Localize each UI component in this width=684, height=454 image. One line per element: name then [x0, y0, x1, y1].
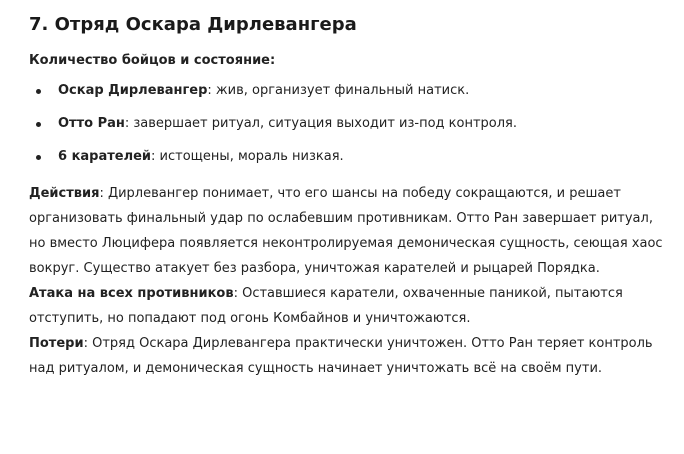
intro-label-text: Количество бойцов и состояние: [29, 53, 276, 68]
list-item-term: Оскар Дирлевангер [58, 83, 208, 98]
list-item [29, 148, 664, 166]
intro-label [29, 52, 664, 70]
list-item-term: 6 карателей [58, 149, 152, 164]
bullet-dot-icon [36, 122, 41, 127]
paragraph-text: : Оставшиеся каратели, охваченные паникой, пытаются отступить, но попадают под огонь Комбайнов и уничтожаются. [29, 286, 623, 326]
section-heading: 7. Отряд Оскара Дирлевангера [29, 14, 357, 35]
list-item [29, 115, 664, 133]
paragraph-text: : Дирлевангер понимает, что его шансы на победу сокращаются, и решает организовать финальный удар по ослабевшим противникам. Отто Ран завершает ритуал, но вместо Люцифера появляется неконтролируемая демоническая сущность, сеющая хаос вокруг. Существо атакует без разбора, уничтожая карателей и рыцарей Порядка. [29, 186, 663, 276]
paragraph-losses [29, 331, 664, 381]
list-item-text: : жив, организует финальный натиск. [207, 83, 470, 98]
paragraph-text: : Отряд Оскара Дирлевангера практически уничтожен. Отто Ран теряет контроль над ритуалом, и демоническая сущность начинает уничтожать всё на своём пути. [29, 336, 653, 376]
paragraph-term: Атака на всех противников [29, 286, 234, 301]
bullet-dot-icon [36, 89, 41, 94]
paragraph-attack [29, 281, 664, 331]
list-item-text: : завершает ритуал, ситуация выходит из-под контроля. [124, 116, 518, 131]
list-item-text: : истощены, мораль низкая. [151, 149, 344, 164]
bullet-dot-icon [36, 155, 41, 160]
list-item-term: Отто Ран [58, 116, 125, 131]
paragraph-term: Действия [29, 186, 100, 201]
paragraph-actions [29, 181, 664, 281]
paragraph-term: Потери [29, 336, 84, 351]
bullet-list [29, 82, 664, 166]
list-item [29, 82, 664, 100]
